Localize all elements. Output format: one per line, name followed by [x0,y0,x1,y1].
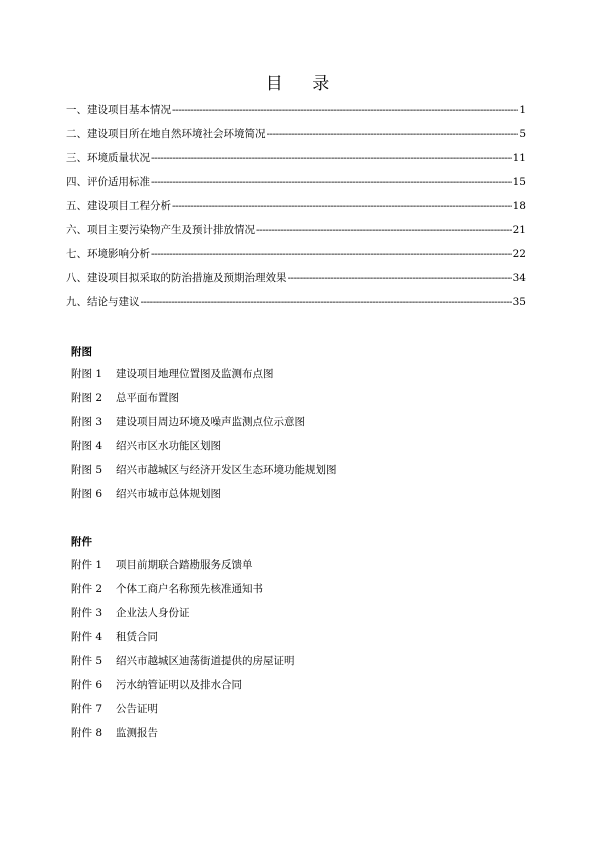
toc-entry-page: 5 [519,128,526,140]
toc-entry[interactable] [66,146,526,170]
toc-entry-label: 六、项目主要污染物产生及预计排放情况 [66,224,255,236]
toc-leader-dots [151,146,512,170]
attachment-item [71,649,531,673]
attachment-title: 企业法人身份证 [116,607,190,619]
toc-entry-page: 18 [512,200,526,212]
toc-entry-page: 1 [519,104,526,116]
figure-number: 附图 1 [71,368,103,380]
toc-entry[interactable] [66,122,526,146]
figure-item [71,410,531,434]
toc-leader-dots [141,290,512,314]
attachment-title: 公告证明 [116,703,158,715]
figure-item [71,458,531,482]
figure-item [71,362,531,386]
attachment-number: 附件 6 [71,679,103,691]
figure-item [71,482,531,506]
toc-leader-dots [151,170,512,194]
figure-title: 绍兴市城市总体规划图 [116,488,221,500]
attachments-heading: 附件 [71,536,92,548]
figures-list [71,362,531,506]
toc-entry-label: 三、环境质量状况 [66,152,150,164]
attachment-item [71,625,531,649]
figure-number: 附图 5 [71,464,103,476]
toc-entry-page: 11 [512,152,526,164]
attachment-item [71,721,531,745]
toc-entry[interactable] [66,194,526,218]
attachment-title: 个体工商户名称预先核准通知书 [116,583,263,595]
toc-entry-label: 二、建设项目所在地自然环境社会环境简况 [66,128,266,140]
attachment-title: 租赁合同 [116,631,158,643]
toc-entry-page: 34 [512,272,526,284]
attachment-title: 污水纳管证明以及排水合同 [116,679,242,691]
toc-leader-dots [172,98,518,122]
toc-leader-dots [256,218,512,242]
toc-entry-label: 八、建设项目拟采取的防治措施及预期治理效果 [66,272,287,284]
toc-entry-label: 四、评价适用标准 [66,176,150,188]
toc-entry[interactable] [66,290,526,314]
toc-entry[interactable] [66,218,526,242]
figure-number: 附图 3 [71,416,103,428]
attachment-item [71,697,531,721]
figure-title: 总平面布置图 [116,392,179,404]
toc-entry[interactable] [66,266,526,290]
figure-number: 附图 6 [71,488,103,500]
figure-title: 建设项目地理位置图及监测布点图 [116,368,274,380]
attachment-number: 附件 8 [71,727,103,739]
table-of-contents [66,98,526,314]
toc-entry-page: 21 [512,224,526,236]
figures-heading: 附图 [71,346,92,358]
toc-entry-label: 一、建设项目基本情况 [66,104,171,116]
attachment-number: 附件 5 [71,655,103,667]
toc-entry[interactable] [66,242,526,266]
attachments-list [71,553,531,745]
toc-leader-dots [288,266,512,290]
figure-item [71,434,531,458]
toc-leader-dots [151,242,512,266]
figure-number: 附图 4 [71,440,103,452]
figure-item [71,386,531,410]
toc-entry-label: 五、建设项目工程分析 [66,200,171,212]
figure-title: 绍兴市越城区与经济开发区生态环境功能规划图 [116,464,337,476]
page-title: 目 录 [265,74,342,94]
toc-leader-dots [172,194,512,218]
attachment-title: 绍兴市越城区迪荡街道提供的房屋证明 [116,655,295,667]
figure-title: 绍兴市区水功能区划图 [116,440,221,452]
attachment-item [71,673,531,697]
toc-leader-dots [267,122,519,146]
attachment-title: 项目前期联合踏勘服务反馈单 [116,559,253,571]
attachment-number: 附件 1 [71,559,103,571]
attachment-number: 附件 3 [71,607,103,619]
figure-number: 附图 2 [71,392,103,404]
toc-entry[interactable] [66,98,526,122]
attachment-item [71,601,531,625]
attachment-item [71,577,531,601]
toc-entry-page: 35 [512,296,526,308]
attachment-number: 附件 4 [71,631,103,643]
attachment-number: 附件 2 [71,583,103,595]
toc-entry-label: 九、结论与建议 [66,296,140,308]
toc-entry-label: 七、环境影响分析 [66,248,150,260]
attachment-title: 监测报告 [116,727,158,739]
toc-entry-page: 15 [512,176,526,188]
attachment-number: 附件 7 [71,703,103,715]
toc-entry[interactable] [66,170,526,194]
toc-entry-page: 22 [512,248,526,260]
figure-title: 建设项目周边环境及噪声监测点位示意图 [116,416,305,428]
attachment-item [71,553,531,577]
